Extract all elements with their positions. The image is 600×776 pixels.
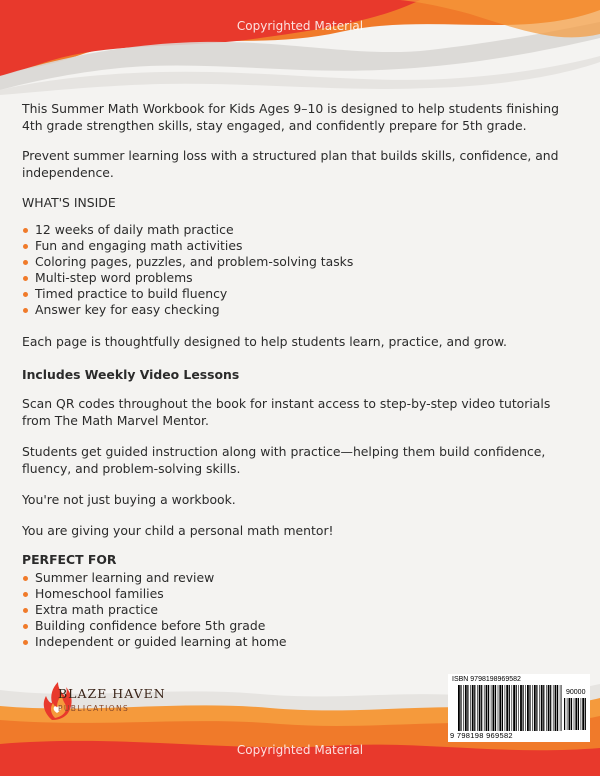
barcode-bar <box>506 685 508 731</box>
list-item: Independent or guided learning at home <box>22 634 582 650</box>
barcode-bar <box>518 685 519 731</box>
isbn-barcode <box>448 674 590 742</box>
whats-inside-list <box>22 222 582 318</box>
whats-inside-heading: WHAT'S INSIDE <box>22 195 116 210</box>
barcode-bar <box>581 698 582 730</box>
perfect-for-list <box>22 570 582 650</box>
scan-qr-paragraph: Scan QR codes throughout the book for instant access to step-by-step video tutorials from The Math Marvel Mentor. <box>22 396 551 428</box>
price-code: 90000 <box>566 689 586 696</box>
barcode-bar <box>536 685 537 731</box>
barcode-bar <box>555 685 557 731</box>
barcode-bar <box>472 685 474 731</box>
barcode-bar <box>488 685 489 731</box>
barcode-bar <box>486 685 488 731</box>
barcode-bar <box>512 685 513 731</box>
each-page-paragraph: Each page is thoughtfully designed to help students learn, practice, and grow. <box>22 334 507 349</box>
list-item: 12 weeks of daily math practice <box>22 222 582 238</box>
publisher-name: BLAZE HAVEN <box>58 686 166 701</box>
barcode-bar <box>539 685 540 731</box>
barcode-bar <box>470 685 471 731</box>
addon-barcode-bars <box>564 698 586 730</box>
barcode-bar <box>557 685 558 731</box>
barcode-bar <box>548 685 550 731</box>
list-item: Building confidence before 5th grade <box>22 618 582 634</box>
copyright-watermark-top: Copyrighted Material <box>236 19 364 33</box>
barcode-bar <box>477 685 478 731</box>
barcode-bars <box>458 685 562 731</box>
barcode-bar <box>474 685 475 731</box>
barcode-bar <box>562 685 563 731</box>
barcode-bar <box>513 685 515 731</box>
barcode-bar <box>523 685 524 731</box>
barcode-bar <box>560 685 561 731</box>
list-item: Extra math practice <box>22 602 582 618</box>
list-item: Fun and engaging math activities <box>22 238 582 254</box>
barcode-bar <box>543 685 544 731</box>
barcode-bar <box>534 685 536 731</box>
barcode-bar <box>585 698 586 730</box>
barcode-bar <box>541 685 543 731</box>
barcode-bar <box>505 685 506 731</box>
barcode-bar <box>575 698 577 730</box>
barcode-bar <box>564 698 565 730</box>
list-item: Answer key for easy checking <box>22 302 582 318</box>
barcode-bar <box>582 698 584 730</box>
barcode-bar <box>550 685 551 731</box>
barcode-bar <box>529 685 530 731</box>
barcode-bar <box>463 685 464 731</box>
video-lessons-heading: Includes Weekly Video Lessons <box>22 367 240 382</box>
barcode-bar <box>569 698 571 730</box>
barcode-bar <box>509 685 510 731</box>
students-paragraph: Students get guided instruction along with practice—helping them build confidence, fluency, and problem-solving skills. <box>22 444 546 476</box>
publisher-subtitle: PUBLICATIONS <box>58 704 130 713</box>
barcode-bar <box>567 698 568 730</box>
barcode-bar <box>467 685 468 731</box>
barcode-bar <box>571 698 572 730</box>
barcode-bar <box>574 698 575 730</box>
barcode-bar <box>553 685 554 731</box>
barcode-bar <box>502 685 503 731</box>
barcode-bar <box>546 685 547 731</box>
list-item: Summer learning and review <box>22 570 582 586</box>
personal-mentor-line: You are giving your child a personal math mentor! <box>22 523 334 538</box>
list-item: Timed practice to build fluency <box>22 286 582 302</box>
list-item: Homeschool families <box>22 586 582 602</box>
perfect-for-heading: PERFECT FOR <box>22 552 117 567</box>
barcode-bar <box>532 685 533 731</box>
barcode-bar <box>520 685 522 731</box>
barcode-bar <box>493 685 495 731</box>
barcode-bar <box>484 685 485 731</box>
barcode-bar <box>460 685 461 731</box>
copyright-watermark-bottom: Copyrighted Material <box>236 743 364 757</box>
not-just-workbook-line: You're not just buying a workbook. <box>22 492 236 507</box>
barcode-bar <box>495 685 496 731</box>
barcode-bar <box>527 685 529 731</box>
barcode-bar <box>465 685 467 731</box>
barcode-bar <box>491 685 492 731</box>
intro-paragraph: This Summer Math Workbook for Kids Ages 9–10 is designed to help students finishing 4th grade strengthen skills, stay engaged, and confidently prepare for 5th grade. <box>22 101 559 133</box>
list-item: Coloring pages, puzzles, and problem-solving tasks <box>22 254 582 270</box>
isbn-label: ISBN 9798198969582 <box>452 676 521 683</box>
barcode-bar <box>458 685 460 731</box>
barcode-bar <box>498 685 499 731</box>
barcode-bar <box>578 698 579 730</box>
barcode-bar <box>516 685 517 731</box>
top-wave-decoration <box>0 0 600 95</box>
barcode-bar <box>499 685 501 731</box>
barcode-bar <box>481 685 482 731</box>
barcode-digits: 9 798198 969582 <box>450 731 513 740</box>
list-item: Multi-step word problems <box>22 270 582 286</box>
barcode-bar <box>479 685 481 731</box>
prevent-paragraph: Prevent summer learning loss with a structured plan that builds skills, confidence, and independence. <box>22 148 559 180</box>
barcode-bar <box>525 685 526 731</box>
